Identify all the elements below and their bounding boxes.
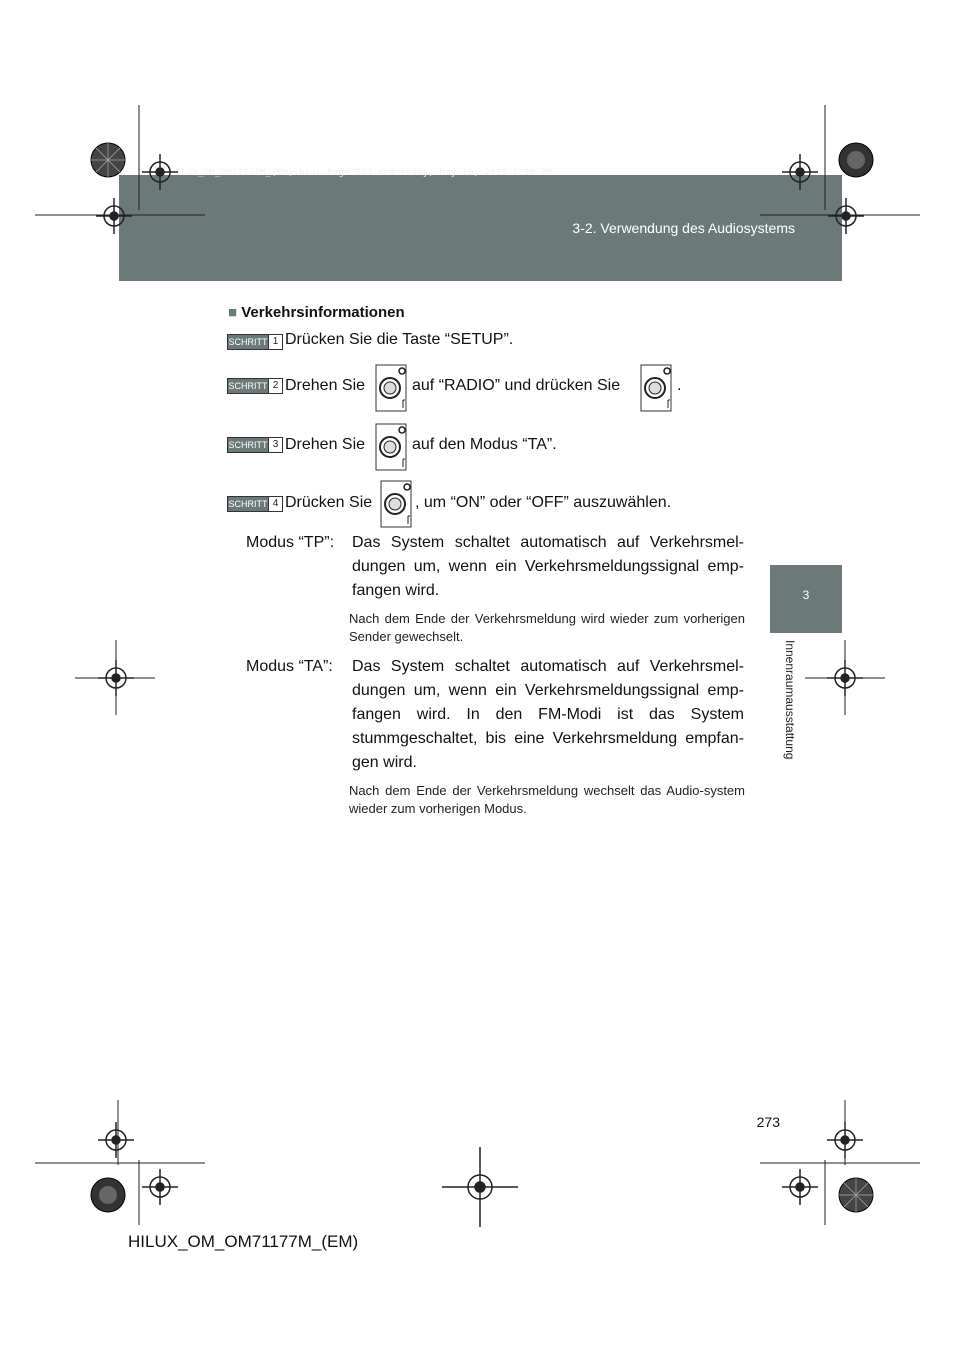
step-2-text-c: . — [677, 377, 682, 394]
chapter-label: Innenraumausstattung — [783, 640, 797, 760]
heading-text: Verkehrsinformationen — [241, 304, 405, 321]
step-3-text-a: Drehen Sie — [285, 436, 366, 453]
section-title: 3-2. Verwendung des Audiosystems — [572, 220, 795, 236]
step-badge-word: SCHRITT — [228, 337, 268, 347]
step-badge-number: 1 — [268, 335, 282, 349]
document-code: HILUX_OM_OM71177M_(EM) — [128, 1232, 359, 1251]
step-2-text-b: auf “RADIO” und drücken Sie — [412, 377, 621, 394]
step-2-text-a: Drehen Sie — [285, 377, 366, 394]
color-wheel-mark-icon — [91, 143, 873, 1212]
mode-tp-description: Das System schaltet automatisch auf Verkehrsmel-dungen um, wenn ein Verkehrsmeldungssignal emp-fangen wird. — [352, 534, 744, 599]
step-badge-word: SCHRITT — [228, 440, 268, 450]
chapter-number: 3 — [802, 588, 810, 602]
step-badge-number: 4 — [268, 497, 282, 511]
mode-tp-note: Nach dem Ende der Verkehrsmeldung wird wieder zum vorherigen Sender gewechselt. — [349, 611, 745, 644]
mode-ta-description: Das System schaltet automatisch auf Verkehrsmel-dungen um, wenn ein Verkehrsmeldungssignal emp-fangen wird. In den FM-Modi ist das System stummgeschaltet, bis eine Verkehrsmeldung empfan-gen wird. — [352, 658, 744, 771]
step-1-text: Drücken Sie die Taste “SETUP”. — [285, 331, 514, 348]
step-badge-number: 3 — [268, 438, 282, 452]
step-4-text-a: Drücken Sie — [285, 494, 373, 511]
page-number: 273 — [756, 1114, 780, 1130]
mode-ta-note: Nach dem Ende der Verkehrsmeldung wechselt das Audio-system wieder zum vorherigen Modus. — [349, 783, 745, 816]
step-3-text-b: auf den Modus “TA”. — [412, 436, 557, 453]
mode-ta-label: Modus “TA”: — [246, 658, 333, 675]
step-badge-number: 2 — [268, 379, 282, 393]
heading-marker-icon: ■ — [228, 304, 238, 321]
registration-mark-icon — [96, 154, 864, 1227]
step-badge-word: SCHRITT — [228, 499, 268, 509]
step-4-text-b: , um “ON” oder “OFF” auszuwählen. — [415, 494, 672, 511]
step-badge-word: SCHRITT — [228, 381, 268, 391]
book-info-line: HILUX_OM_OM71177M_(EM).book Page 273 Wednesday, May 16, 2012 1:28 PM — [170, 168, 553, 178]
mode-tp-label: Modus “TP”: — [246, 534, 335, 551]
